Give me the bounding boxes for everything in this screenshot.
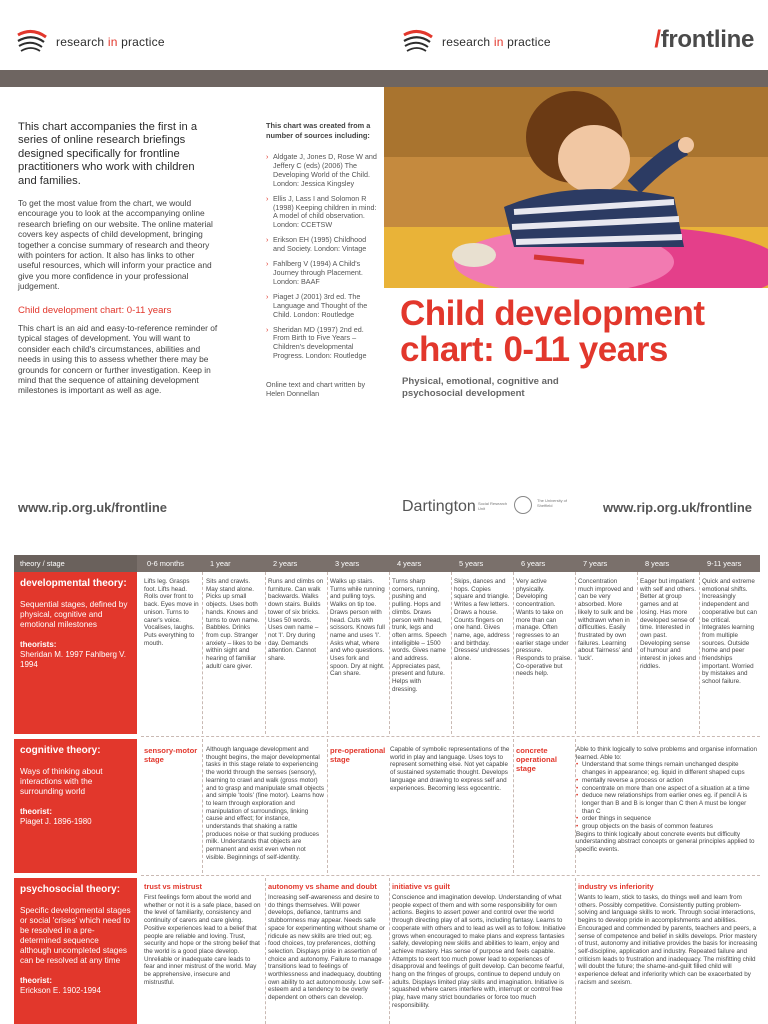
table-cell: Very active physically. Developing concentration. Wants to take on more than can manage. Often regresses to an earlier stage under pressure. Responds to praise. Co-operative but needs help. (516, 578, 573, 678)
column-divider (699, 572, 700, 734)
row-divider (141, 875, 760, 876)
column-divider (327, 739, 328, 873)
chart-table (14, 572, 760, 1024)
swoosh-logo-icon (402, 29, 434, 55)
table-header (14, 555, 760, 572)
table-cell: Able to think logically to solve problems and organise information learned. Able to: • Understand that some things remain unchanged despite changes in appearance; eg. liquid in different shaped cups • mentally reverse a process or action • concentrate on more than one aspect of a situation at a time • deduce new relationships from earlier ones eg. if pencil A is longer than B and B is longer than C then A must be longer than C • order things in sequence • group objects on the basis of common features Begins to think logically about concrete events but difficulty understanding abstract concepts or general principles applied to specific events. (576, 746, 758, 854)
table-cell: Skips, dances and hops. Copies square and triangle. Writes a few letters. Draws a house. Counts fingers on one hand. Gives name, age, address and birthday. Dresses/ undresses alone. (454, 578, 510, 663)
logo-research-in-practice-left[interactable] (16, 29, 165, 55)
column-header: 6 years (521, 559, 546, 568)
table-cell: Conscience and imagination develop. Understanding of what people expect of them and with some responsibility for own actions. Begins to assert power and control over the world through directing play of all sorts, including fantasy. Learns to cooperate with others and to lead as well as to follow. Initiative grows when encouraged to make plans and express fantasies safely, developing new skills and abilities to learn, enjoy and achieve mastery. Has sense of purpose and feels capable. Attempts to exert too much power lead to experiences of disapproval and feelings of guilt develop. Can become fearful, hang on the fringes of groups, continue to depend unduly on adults. Displays limited play skills and imagination. Initiative is squashed where carers interfere with, interrupt or control free play, have many strict boundaries or force too much responsibility. (392, 894, 566, 1009)
website-link-left[interactable]: www.rip.org.uk/frontline (18, 500, 168, 515)
table-cell: First feelings form about the world and whether or not it is a safe place, based on the level of familiarity, consistency and continuity of carers and care giving. Positive experiences lead to a belief that people are reliable and loving. Trust, security and hope or the strong belief that the world is a good place develop. Unreliable or inadequate care leads to fear and inner mistrust of the world. May be apprehensive, insecure and mistrustful. (144, 894, 261, 986)
table-cell: Lifts leg. Grasps foot. Lifts head. Rolls over front to back. Eyes move in unison. Turns to carer's voice. Vocalises, laughs. Puts everything to mouth. (144, 578, 199, 647)
page-title: Child development chart: 0-11 years (400, 294, 705, 369)
source-item: › Aldgate J, Jones D, Rose W and Jeffery C (eds) (2006) The Developing World of the Child. London: Jessica Kingsley (266, 153, 378, 189)
column-divider (265, 878, 266, 1024)
column-header: 3 years (335, 559, 360, 568)
author-credit: Online text and chart written by Helen Donnellan (266, 380, 366, 398)
source-item: › Ellis J, Lass I and Solomon R (1998) Keeping children in mind: A model of child observation. London: CCETSW (266, 195, 378, 231)
page-subtitle: Physical, emotional, cognitive and psychosocial development (402, 376, 559, 399)
table-cell: Although language development and thought begins, the major developmental tasks in this stage relate to experiencing the world through the senses (sensory), learning to crawl and walk (gross motor) and to grasp and manipulate small objects and simple 'tools' (fine motor). Learns how to learn through exploration and manipulation of surroundings, linking cause and effect; for instance, understands that shaking a rattle produces noise or that sucking produces milk. Understands that objects are permanent and exist even when not visible. Beginnings of self-identity. (206, 746, 324, 861)
university-name: The University of Sheffield (537, 498, 568, 508)
stage-label: pre-operational stage (330, 746, 386, 764)
logo-text: research in practice (442, 35, 551, 49)
intro-subhead: Child development chart: 0-11 years (18, 305, 172, 316)
column-divider (513, 572, 514, 734)
table-cell: Quick and extreme emotional shifts. Increasingly independent and cooperative but can be critical. Integrates learning from multiple sources. Outside home and peer friendships important. Worried by mistakes and school failure. (702, 578, 757, 686)
source-item: › Piaget J (2001) 3rd ed. The Language and Thought of the Child. London: Routledge (266, 293, 378, 320)
logo-research-in-practice-right[interactable] (402, 29, 551, 55)
column-header: 1 year (210, 559, 231, 568)
sources-list (266, 153, 378, 367)
frontline-logo[interactable]: /frontline (654, 26, 754, 53)
column-divider (575, 572, 576, 734)
column-header: 8 years (645, 559, 670, 568)
table-cell: Increasing self-awareness and desire to do things themselves. Will power develops, defiance, tantrums and stubbornness may appear. Needs safe space for experimenting without shame or ridicule as new skills are tried out; eg. food choices, toy preferences, clothing selection. Displays pride in assertion of choice and autonomy. Failure to manage transitions lead to feelings of worthlessness and inadequacy, doubting own ability to act autonomously. Low self-esteem and a tendency to be overly dependent on others can develop. (268, 894, 385, 1002)
university-seal-icon (514, 496, 532, 514)
header-bar (0, 70, 768, 87)
table-cell: Capable of symbolic representations of the world in play and language. Uses toys to represent something else. Not yet capable of sustained systematic thought. Develops language and drawing to express self and experiences. Becoming less egocentric. (390, 746, 510, 792)
table-cell: Concentration much improved and can be very absorbed. More likely to sulk and be withdrawn when in difficulties. Easily frustrated by own failures. Learning about 'fairness' and 'luck'. (578, 578, 634, 663)
row-divider (141, 736, 760, 737)
column-header: theory / stage (14, 555, 137, 572)
column-divider (637, 572, 638, 734)
sources-title: This chart was created from a number of sources including: (266, 121, 371, 140)
ability-list: • Understand that some things remain unchanged despite changes in appearance; eg. liquid in different shaped cups • mentally reverse a process or action • concentrate on more than one aspect of a situation at a time • deduce new relationships from earlier ones eg. if pencil A is longer than B and B is longer than C then A must be longer than C • order things in sequence • group objects on the basis of common features (576, 761, 758, 830)
developmental-theory-label: developmental theory: Sequential stages, defined by physical, cognitive and emotional milestones theorists: Sheridan M. 1997 Fahlberg V. 1994 (20, 578, 128, 669)
dartington-logo: Dartington (402, 498, 476, 515)
table-cell: Turns sharp corners, running, pushing and pulling. Hops and climbs. Draws person with head, trunk, legs and often arms. Speech intelligible – 1500 words. Gives name and address. Appreciates past, present and future. Helps with dressing. (392, 578, 447, 693)
column-header: 7 years (583, 559, 608, 568)
logo-text: research in practice (56, 35, 165, 49)
intro-lead: This chart accompanies the first in a series of online research briefings designed specifically for frontline practitioners who work with children and families. (18, 121, 198, 187)
column-divider (389, 878, 390, 1024)
intro-paragraph: To get the most value from the chart, we would encourage you to look at the accompanying online research briefing on our website. The online material covers key aspects of child development, bringing together a concise summary of research and theory with pointers for action. It also has links to other useful resources, which will inform your practice and give you more confidence in your professional judgement. (18, 198, 213, 292)
psychosocial-theory-label: psychosocial theory: Specific developmental stages or social 'crises' which need to be resolved in a pre-determined sequence although uncompleted stages can be resolved at any time theorist: Erickson E. 1902-1994 (20, 884, 131, 995)
stage-label: sensory-motor stage (144, 746, 198, 764)
column-header: 4 years (397, 559, 422, 568)
stage-label: concrete operational stage (516, 746, 557, 773)
table-cell: Eager but impatient with self and others. Better at group games and at losing. Has more developed sense of time. Interested in own past. Developing sense of humour and interest in jokes and riddles. (640, 578, 697, 670)
table-cell: Walks up stairs. Turns while running and pulling toys. Walks on tip toe. Draws person with head. Cuts with scissors. Knows full name and uses 'I'. Asks what, where and who questions. Uses fork and spoon. Dry at night. Can share. (330, 578, 385, 678)
table-cell: Runs and climbs on furniture. Can walk backwards. Walks down stairs. Builds tower of six bricks. Uses 50 words. Uses own name – not 'I'. Dry during day. Demands attention. Cannot share. (268, 578, 324, 663)
source-item: › Sheridan MD (1997) 2nd ed. From Birth to Five Years – Children's developmental Progress. London: Routledge (266, 326, 378, 362)
column-divider (265, 572, 266, 734)
column-header: 2 years (273, 559, 298, 568)
child-painting-photo (384, 87, 768, 288)
stage-heading: industry vs inferiority (578, 882, 654, 891)
column-divider (202, 572, 203, 734)
swoosh-logo-icon (16, 29, 48, 55)
column-divider (575, 878, 576, 1024)
dartington-sub: Social Research Unit (478, 501, 508, 511)
column-divider (513, 739, 514, 873)
column-header: 0-6 months (147, 559, 184, 568)
column-header: 5 years (459, 559, 484, 568)
table-cell: Sits and crawls. May stand alone. Picks up small objects. Uses both hands. Knows and turns to own name. Babbles. Drinks from cup. Stranger anxiety – likes to be within sight and hearing of familiar adult/ care giver. (206, 578, 262, 670)
column-divider (389, 572, 390, 734)
cognitive-theory-label: cognitive theory: Ways of thinking about interactions with the surrounding world theorist: Piaget J. 1896-1980 (20, 745, 103, 826)
website-link-right[interactable]: www.rip.org.uk/frontline (603, 500, 753, 515)
source-item: › Erikson EH (1995) Childhood and Society. London: Vintage (266, 236, 378, 254)
column-divider (451, 572, 452, 734)
intro-paragraph-2: This chart is an aid and easy-to-reference reminder of typical stages of development. You will want to consider each child's circumstances, abilities and needs in using this to assess whether there may be grounds for concern or further investigation. Keep in mind that the sequence of attaining development milestones is important as well as age. (18, 323, 218, 396)
column-divider (202, 739, 203, 873)
column-divider (327, 572, 328, 734)
stage-heading: autonomy vs shame and doubt (268, 882, 377, 891)
source-item: › Fahlberg V (1994) A Child's Journey through Placement. London: BAAF (266, 260, 378, 287)
table-cell: Wants to learn, stick to tasks, do things well and learn from others. Possibly competitive. Consistently putting problem-solving and language skills to work. Through social interactions, begins to develop pride in accomplishments and abilities. Encouraged and commended by parents, teachers and peers, a sense of competence and belief in skills develops. Prior mastery of trust, autonomy and initiative provides the basis for increasing self-discipline, application and industry. Repeated failure and criticism leads to frustration and inadequacy. The misfitting child will doubt the future; the shame-and-guilt filled child will experience defeat and inferiority which can be exacerbated by racism and sexism. (578, 894, 758, 986)
stage-heading: trust vs mistrust (144, 882, 202, 891)
stage-heading: initiative vs guilt (392, 882, 450, 891)
column-header: 9-11 years (707, 559, 742, 568)
